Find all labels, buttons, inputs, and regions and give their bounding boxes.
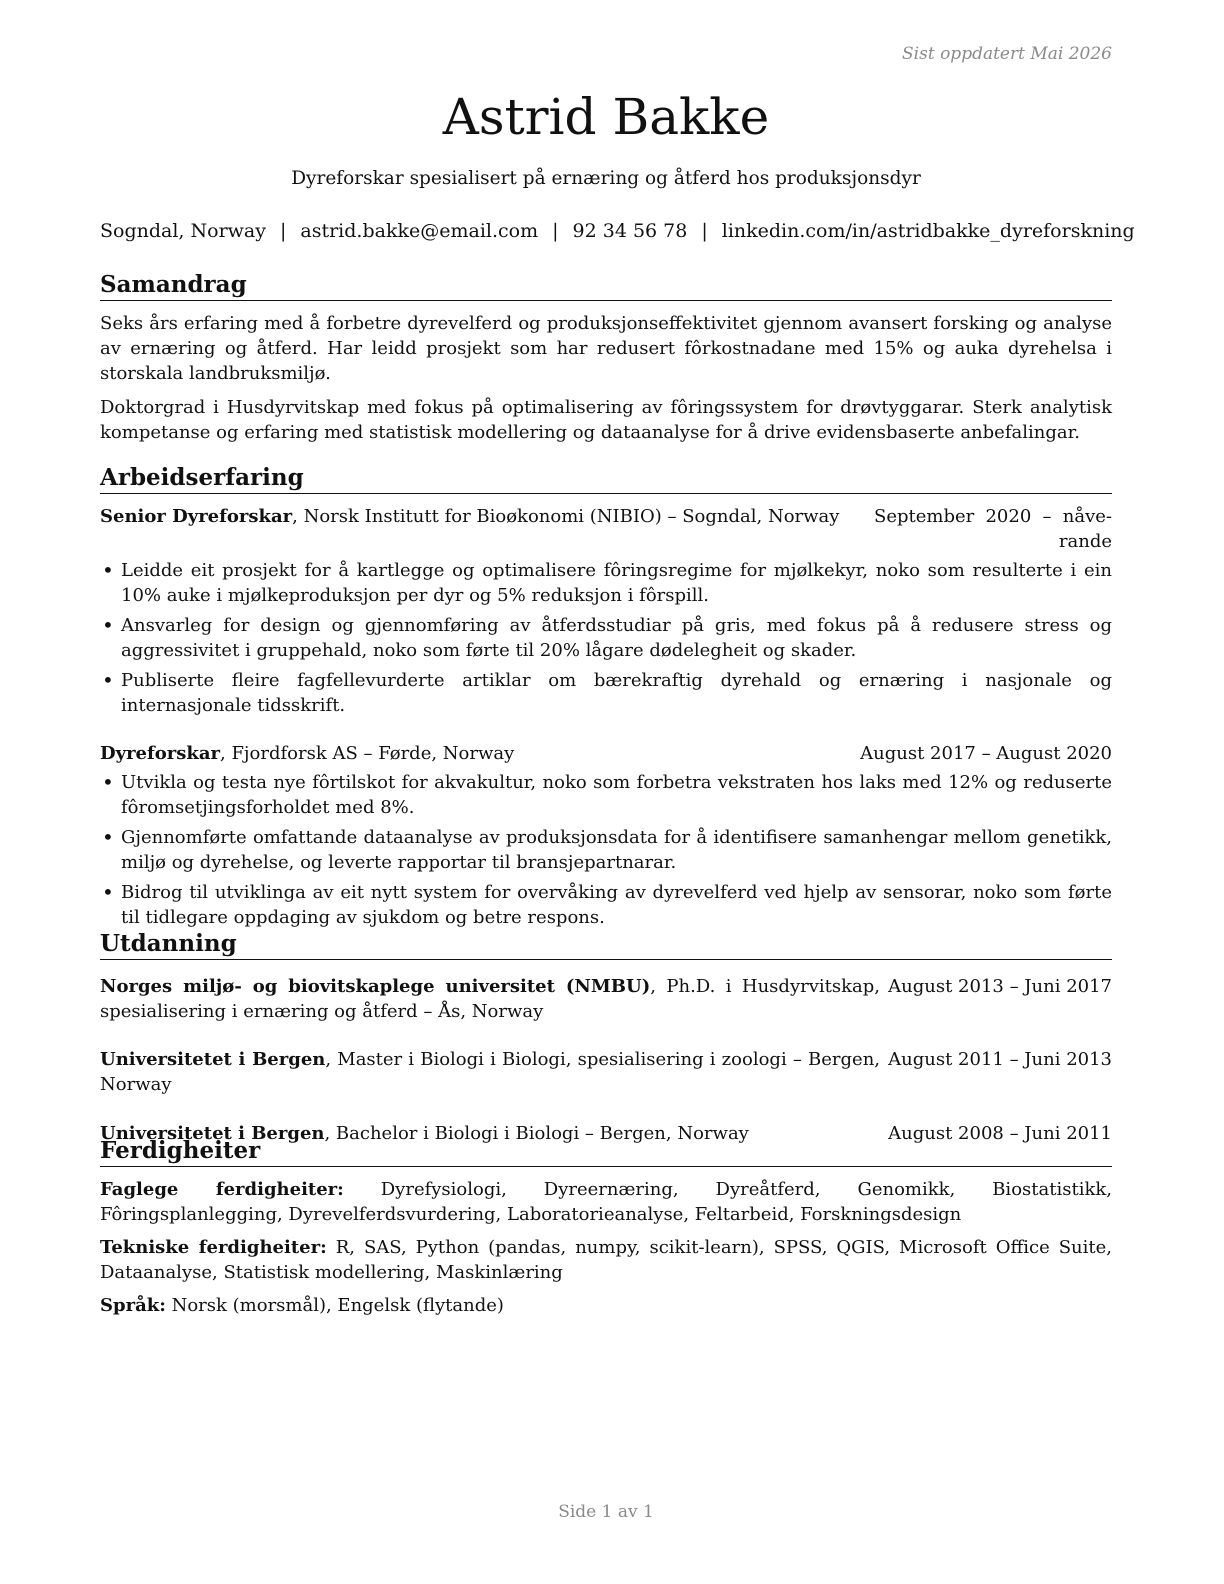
- section-title-experience: Arbeidserfaring: [100, 464, 1112, 494]
- education-dates: August 2011 – Juni 2013: [888, 1049, 1112, 1070]
- job-role: Senior Dyreforskar: [100, 506, 293, 527]
- skill-label: Tekniske ferdigheiter:: [100, 1237, 327, 1258]
- job-entry: [100, 504, 1112, 718]
- page-number: Side 1 av 1: [558, 1502, 654, 1522]
- skill-value: Dyrefysiologi, Dyreernæring, Dyreåtferd, Genomikk, Biostatistikk, Fôringsplanlegging, Dyrevelferdsvurdering, Laboratorieanalyse, Feltarbeid, Forskningsdesign: [100, 1179, 1112, 1225]
- education-school: Universitetet i Bergen: [100, 1049, 326, 1070]
- bullet-item: • Gjennomførte omfattande dataanalyse av produksjonsdata for å identifisere samanhengar mellom genetikk, miljø og dyrehelse, og leverte rapportar til bransjepartnarar.: [100, 825, 1112, 875]
- education-school: Norges miljø- og biovitskaplege universitet (NMBU): [100, 976, 651, 997]
- skill-line: [100, 1177, 1112, 1227]
- job-bullets: [100, 558, 1112, 718]
- skill-line: [100, 1293, 1112, 1318]
- job-entry: [100, 741, 1112, 930]
- education-entry: [100, 1047, 1112, 1097]
- bullet-item: • Utvikla og testa nye fôrtilskot for akvakultur, noko som forbetra vekstraten hos laks med 12% og reduserte fôromsetjingsforholdet med 8%.: [100, 770, 1112, 820]
- education-dates: August 2013 – Juni 2017: [888, 976, 1112, 997]
- bullet-item: • Ansvarleg for design og gjennomføring av åtferdsstudiar på gris, med fokus på å redusere stress og aggressivitet i gruppehald, noko som førte til 20% lågare dødelegheit og skader.: [100, 613, 1112, 663]
- education-dates: August 2008 – Juni 2011: [888, 1123, 1112, 1144]
- bullet-item: • Leidde eit prosjekt for å kartlegge og optimalisere fôringsregime for mjølkekyr, noko som resulterte i ein 10% auke i mjølkeproduksjon per dyr og 5% reduksjon i fôrspill.: [100, 558, 1112, 608]
- job-org: , Fjordforsk AS – Førde, Norway: [220, 743, 515, 764]
- job-header: [100, 741, 1112, 766]
- section-title-education: Utdanning: [100, 930, 1112, 960]
- person-name: Astrid Bakke: [442, 88, 770, 146]
- job-dates: August 2017 – August 2020: [860, 743, 1112, 764]
- job-org: , Norsk Institutt for Bioøkonomi (NIBIO) – Sogndal, Norway: [292, 506, 840, 527]
- last-updated: Sist oppdatert Mai 2026: [902, 44, 1112, 64]
- education-section: [100, 930, 1112, 1146]
- job-header: [100, 504, 1112, 554]
- contact-location: Sogndal, Norway: [100, 220, 266, 242]
- tagline: Dyreforskar spesialisert på ernæring og åtferd hos produksjonsdyr: [291, 168, 921, 189]
- education-detail: [100, 1047, 880, 1097]
- education-degree: , Master i Biologi i Biologi, spesialisering i zoologi – Bergen, Norway: [100, 1049, 881, 1095]
- education-degree: , Ph.D. i Husdyrvitskap, spesialisering i ernæring og åtferd – Ås, Norway: [100, 976, 880, 1022]
- resume-page: [100, 0, 1135, 1584]
- job-role: Dyreforskar: [100, 743, 220, 764]
- contact-email[interactable]: astrid.bakke@email.com: [300, 220, 539, 242]
- contact-separator: |: [552, 220, 559, 242]
- section-title-summary: Samandrag: [100, 271, 1112, 301]
- job-title-line: [100, 741, 860, 766]
- summary-section: [100, 271, 1112, 454]
- section-title-skills: Ferdigheiter: [100, 1137, 1112, 1167]
- bullet-item: • Bidrog til utviklinga av eit nytt system for overvåking av dyrevelferd ved hjelp av sensorar, noko som førte til tidlegare oppdaging av sjukdom og betre respons.: [100, 880, 1112, 930]
- contact-linkedin[interactable]: linkedin.com/in/astridbakke_dyreforskning: [721, 220, 1135, 242]
- skill-label: Språk:: [100, 1295, 166, 1316]
- job-bullets: [100, 770, 1112, 930]
- education-degree: , Bachelor i Biologi i Biologi – Bergen, Norway: [324, 1123, 749, 1144]
- contact-phone: 92 34 56 78: [572, 220, 688, 242]
- experience-section: [100, 464, 1112, 935]
- summary-paragraph: Seks års erfaring med å forbetre dyrevelferd og produksjonseffektivitet gjennom avansert forsking og analyse av ernæring og åtferd. Har leidd prosjekt som har redusert fôrkostnadane med 15% og auka dyrehelsa i storskala landbruksmiljø.: [100, 313, 1112, 384]
- contact-separator: |: [701, 220, 708, 242]
- contact-separator: |: [279, 220, 287, 242]
- skill-line: [100, 1235, 1112, 1285]
- education-detail: [100, 974, 880, 1024]
- job-dates: September 2020 – nåverande: [874, 506, 1112, 552]
- bullet-item: • Publiserte fleire fagfellevurderte artiklar om bærekraftig dyrehald og ernæring i nasjonale og internasjonale tidsskrift.: [100, 668, 1112, 718]
- skill-value: R, SAS, Python (pandas, numpy, scikit-learn), SPSS, QGIS, Microsoft Office Suite, Dataanalyse, Statistisk modellering, Maskinlæring: [100, 1237, 1112, 1283]
- skill-value: Norsk (morsmål), Engelsk (flytande): [165, 1295, 504, 1316]
- summary-paragraph: Doktorgrad i Husdyrvitskap med fokus på optimalisering av fôringssystem for drøvtyggarar. Sterk analytisk kompetanse og erfaring med statistisk modellering og dataanalyse for å drive evidensbaserte anbefalingar.: [100, 397, 1112, 443]
- education-entry: [100, 974, 1112, 1024]
- education-school: Universitetet i Bergen: [100, 1123, 325, 1144]
- contact-line: [100, 220, 1135, 242]
- skills-section: [100, 1137, 1112, 1326]
- skill-label: Faglege ferdigheiter:: [100, 1179, 344, 1200]
- job-title-line: [100, 504, 874, 529]
